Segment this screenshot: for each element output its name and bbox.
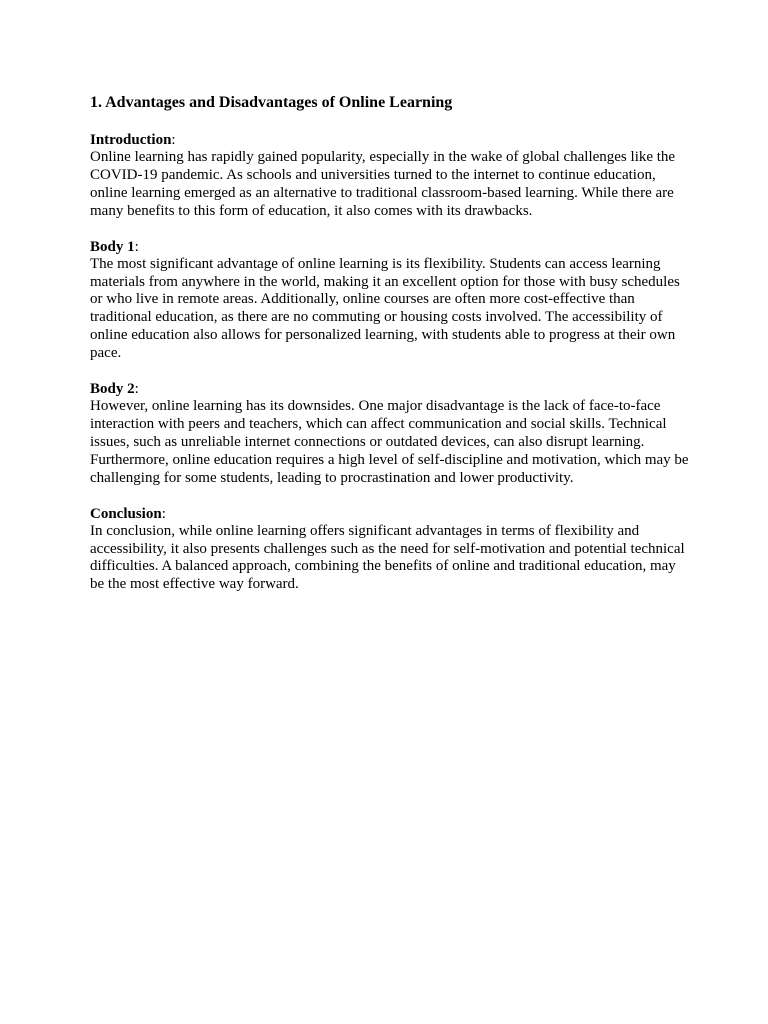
section-paragraph: Online learning has rapidly gained popularity, especially in the wake of global challenges like the COVID-19 pandemic. As schools and universities turned to the internet to continue education, online learning emerged as an alternative to traditional classroom-based learning. While there are many benefits to this form of education, it also comes with its drawbacks. <box>90 149 676 219</box>
section-conclusion <box>90 505 690 595</box>
section-introduction <box>90 131 690 221</box>
section-heading <box>90 131 690 149</box>
section-heading-label: Conclusion <box>90 505 162 522</box>
section-heading-label: Introduction <box>90 132 172 148</box>
section-heading-colon: : <box>161 505 166 522</box>
document-title: 1. Advantages and Disadvantages of Online Learning <box>90 94 453 111</box>
section-heading <box>90 380 690 398</box>
section-heading-label: Body 1 <box>90 238 135 255</box>
section-heading-colon: : <box>134 381 139 398</box>
section-heading-colon: : <box>134 238 139 255</box>
section-body-2 <box>90 380 690 488</box>
section-heading <box>90 238 690 256</box>
section-heading-colon: : <box>171 132 176 148</box>
section-heading <box>90 505 690 523</box>
section-paragraph: The most significant advantage of online learning is its flexibility. Students can access learning materials from anywhere in the world, making it an excellent option for those with busy schedules or who live in remote areas. Additionally, online courses are often more cost-effective than traditional education, as there are no commuting or housing costs involved. The accessibility of online education also allows for personalized learning, with students able to progress at their own pace. <box>90 255 680 362</box>
section-heading-label: Body 2 <box>90 381 135 398</box>
section-body-1 <box>90 238 690 363</box>
section-paragraph: In conclusion, while online learning offers significant advantages in terms of flexibility and accessibility, it also presents challenges such as the need for self-motivation and potential technical difficulties. A balanced approach, combining the benefits of online and traditional education, may be the most effective way forward. <box>90 522 685 593</box>
section-paragraph: However, online learning has its downsides. One major disadvantage is the lack of face-to-face interaction with peers and teachers, which can affect communication and social skills. Technical issues, such as unreliable internet connections or outdated devices, can also disrupt learning. Furthermore, online education requires a high level of self-discipline and motivation, which may be challenging for some students, leading to procrastination and lower productivity. <box>90 398 689 486</box>
document-page <box>90 92 690 611</box>
